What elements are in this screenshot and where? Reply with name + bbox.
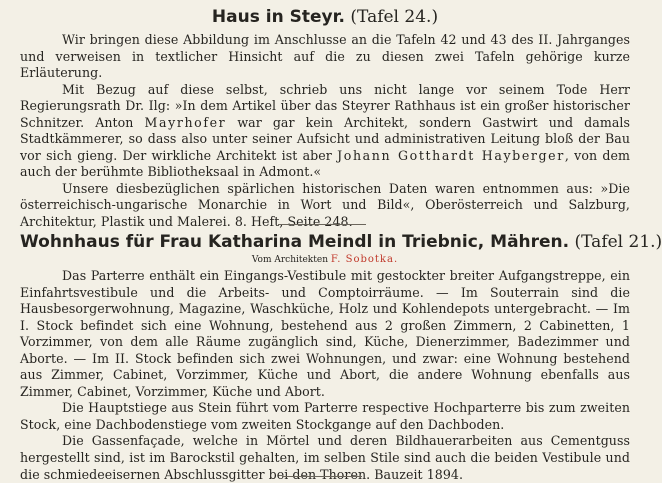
section-title <box>20 231 662 253</box>
person-name: Johann Gotthardt Hayberger <box>337 147 565 163</box>
plate-reference: (Tafel 21.) <box>574 232 662 252</box>
paragraph: Die Gassenfaçade, welche in Mörtel und deren Bildhauerarbeiten aus Cementguss hergestellt sind, ist im Barockstil gehalten, im selben Stile sind auch die beiden Vestibule und die schmiedeeisernen Abschlussgitter bei den Thoren. Bauzeit 1894. <box>20 433 630 482</box>
plate-reference: (Tafel 24.) <box>350 7 439 27</box>
title-text: Haus in Steyr. <box>211 7 346 27</box>
section-title <box>20 6 630 28</box>
section-wohnhaus-meindl <box>20 231 662 483</box>
paragraph: Wir bringen diese Abbildung im Anschlusse an die Tafeln 42 und 43 des II. Jahrganges und verweisen in textlicher Hinsicht auf die zu diesen zwei Tafeln gehörige kurze Erläuterung. <box>20 32 630 81</box>
section-divider <box>282 476 362 477</box>
title-text: Wohnhaus für Frau Katharina Meindl in Triebnic, Mähren. <box>20 232 570 252</box>
person-name: Mayrhofer <box>144 114 227 130</box>
architect-byline: Vom Architekten F. Sobotka. <box>251 254 399 265</box>
paragraph: Unsere diesbezüglichen spärlichen historischen Daten waren entnommen aus: »Die österreichisch-ungarische Monarchie in Wort und Bild«, Oberösterreich und Salzburg, Architektur, Plastik und Malerei. 8. Heft, Seite 248. <box>20 180 630 230</box>
paragraph: Mit Bezug auf diese selbst, schrieb uns nicht lange vor seinem Tode Herr Regierungsrath Dr. Ilg: »In dem Artikel über das Steyrer Rathhaus ist ein großer historischer Schnitzer. Anton Mayrhofer war gar kein Architekt, sondern Gastwirt und damals Stadtkämmerer, so dass also unter seiner Aufsicht und administrativen Leitung bloß der Bau vor sich gieng. Der wirkliche Architekt ist aber Johann Gotthardt Hayberger, von dem auch der berühmte Bibliotheksaal in Admont.« <box>20 81 631 180</box>
section-haus-in-steyr <box>20 6 630 231</box>
section-divider <box>278 224 366 225</box>
paragraph: Das Parterre enthält ein Eingangs-Vestibule mit gestockter breiter Aufgangstreppe, ein Einfahrtsvestibule und die Arbeits- und Comptoirräume. — Im Souterrain sind die Hausbesorgerwohnung, Magazine, Waschküche, Holz und Kohlendepots untergebracht. — Im I. Stock befindet sich eine Wohnung, bestehend aus 2 großen Zimmern, 2 Cabinetten, 1 Vorzimmer, von dem alle Räume zugänglich sind, Küche, Dienerzimmer, Badezimmer und Aborte. — Im II. Stock befinden sich zwei Wohnungen, und zwar: eine Wohnung bestehend aus Zimmer, Cabinet, Vorzimmer, Küche und Abort, die andere Wohnung ebenfalls aus Zimmer, Cabinet, Vorzimmer, Küche und Abort. <box>20 268 630 399</box>
paragraph: Die Hauptstiege aus Stein führt vom Parterre respective Hochparterre bis zum zweiten Stock, eine Dachbodenstiege vom zweiten Stockgange auf den Dachboden. <box>20 400 630 432</box>
architect-name: F. Sobotka. <box>330 254 399 265</box>
